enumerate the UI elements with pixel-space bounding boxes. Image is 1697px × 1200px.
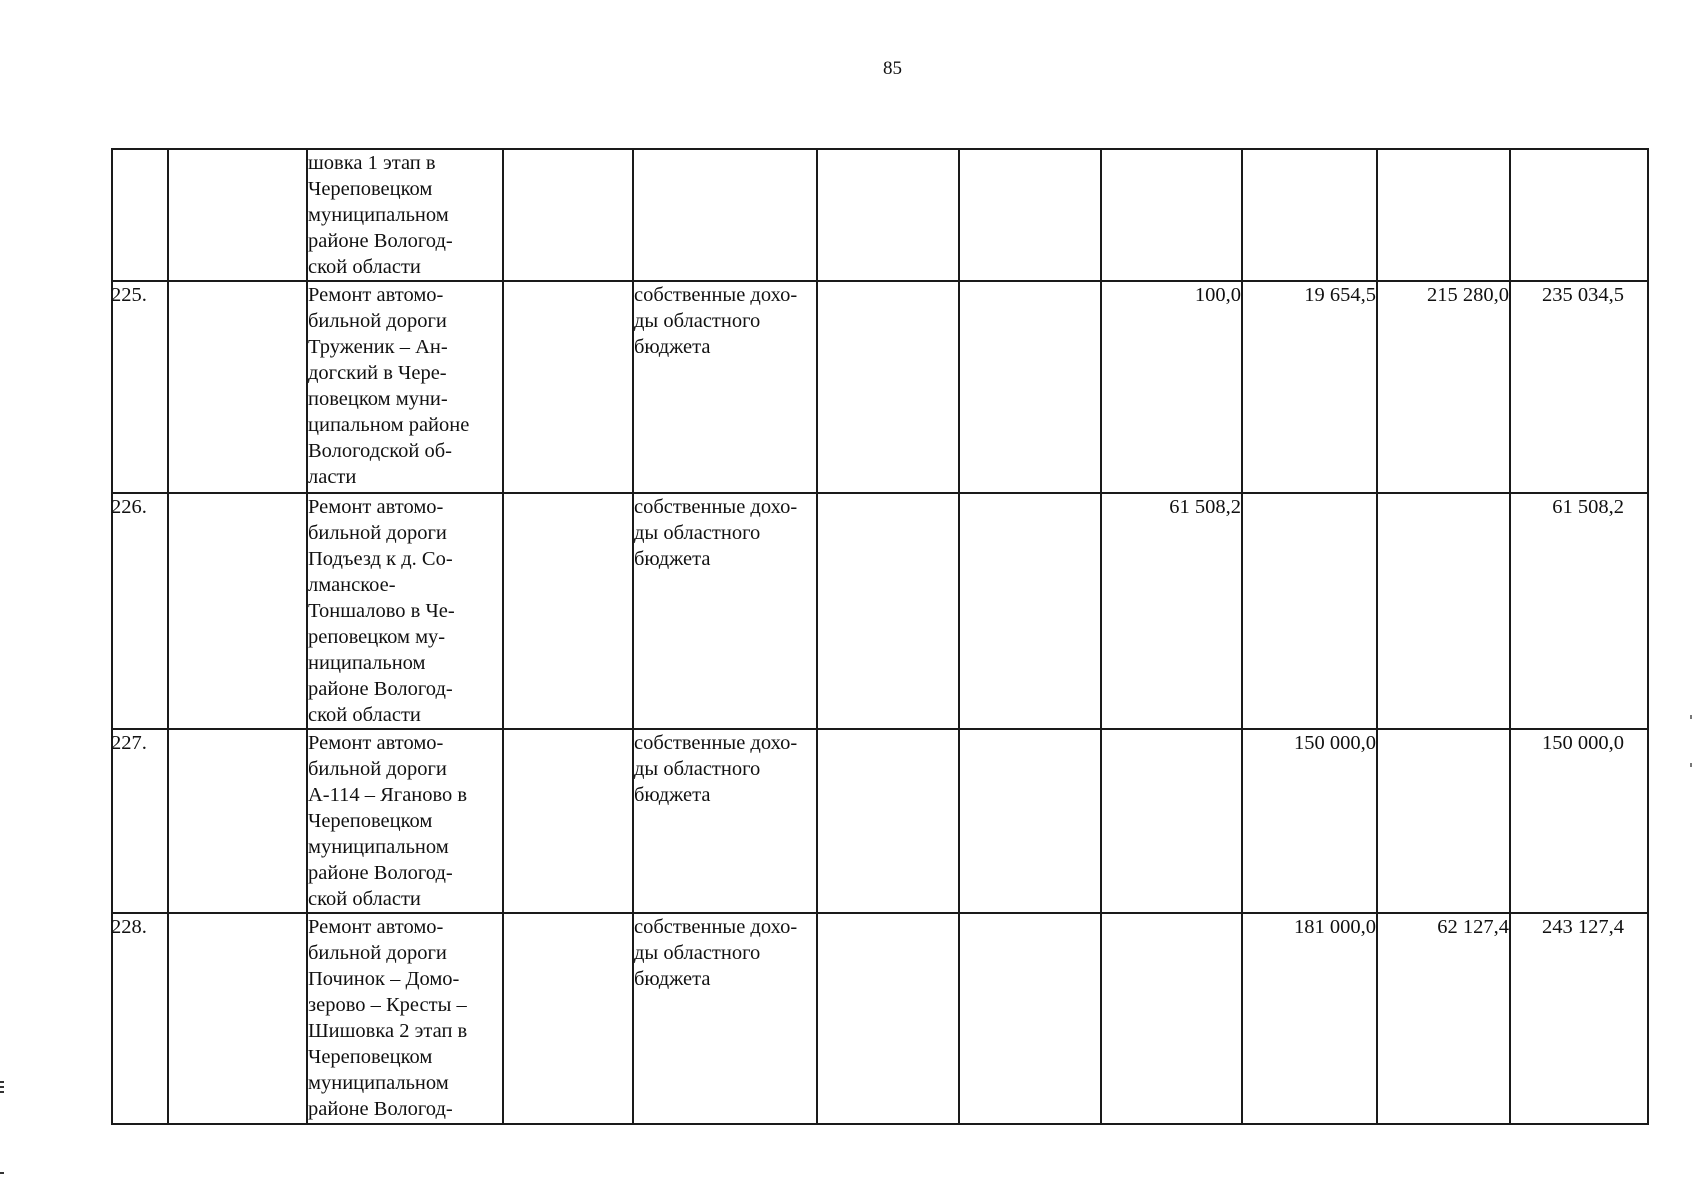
table-row [112,729,1648,913]
total-cell: 150 000,0 [1510,729,1648,913]
funding-source-cell [633,149,817,281]
table-row [112,281,1648,493]
amount-cell [1242,149,1377,281]
extra-cell [503,913,633,1124]
amount-cell [959,729,1101,913]
amount-cell [817,149,959,281]
amount-cell: 181 000,0 [1242,913,1377,1124]
scan-mark [0,1086,4,1088]
total-cell: 243 127,4 [1510,913,1648,1124]
funding-source-cell: собственные дохо- ды областного бюджета [633,913,817,1124]
object-name-cell: Ремонт автомо- бильной дороги Подъезд к д. Со- лманское- Тоншалово в Че- реповецком му- ниципальном районе Вологод- ской области [307,493,503,729]
amount-cell [817,913,959,1124]
funding-source-cell: собственные дохо- ды областного бюджета [633,729,817,913]
scan-mark [0,1172,4,1174]
amount-cell: 62 127,4 [1377,913,1510,1124]
amount-cell [959,913,1101,1124]
amount-cell: 150 000,0 [1242,729,1377,913]
code-cell [168,729,307,913]
amount-cell [817,493,959,729]
row-number-cell: 228. [112,913,168,1124]
amount-cell: 100,0 [1101,281,1242,493]
extra-cell [503,729,633,913]
code-cell [168,913,307,1124]
amount-cell [1101,149,1242,281]
amount-cell [1377,493,1510,729]
amount-cell [959,149,1101,281]
object-name-cell: Ремонт автомо- бильной дороги Труженик – Ан- догский в Чере- повецком муни- ципальном районе Вологодской об- ласти [307,281,503,493]
scan-mark [1690,763,1692,767]
budget-table [111,148,1649,1125]
table-row [112,913,1648,1124]
row-number-cell: 227. [112,729,168,913]
funding-source-cell: собственные дохо- ды областного бюджета [633,493,817,729]
scan-mark [0,1091,4,1093]
amount-cell [817,281,959,493]
scan-mark [1690,715,1692,719]
table-row [112,149,1648,281]
object-name-cell: Ремонт автомо- бильной дороги Починок – Домо- зерово – Кресты – Шишовка 2 этап в Череповецком муниципальном районе Вологод- [307,913,503,1124]
extra-cell [503,281,633,493]
amount-cell: 215 280,0 [1377,281,1510,493]
total-cell: 235 034,5 [1510,281,1648,493]
row-number-cell: 226. [112,493,168,729]
amount-cell [1377,149,1510,281]
total-cell: 61 508,2 [1510,493,1648,729]
extra-cell [503,149,633,281]
amount-cell [1101,913,1242,1124]
table-row [112,493,1648,729]
object-name-cell: Ремонт автомо- бильной дороги А-114 – Яганово в Череповецком муниципальном районе Вологод- ской области [307,729,503,913]
page-number: 85 [883,58,902,79]
amount-cell [1242,493,1377,729]
funding-source-cell: собственные дохо- ды областного бюджета [633,281,817,493]
amount-cell [959,493,1101,729]
code-cell [168,493,307,729]
scan-mark [0,1081,4,1083]
row-number-cell: 225. [112,281,168,493]
amount-cell [1101,729,1242,913]
amount-cell: 61 508,2 [1101,493,1242,729]
amount-cell: 19 654,5 [1242,281,1377,493]
object-name-cell: шовка 1 этап в Череповецком муниципальном районе Вологод- ской области [307,149,503,281]
amount-cell [817,729,959,913]
row-number-cell [112,149,168,281]
extra-cell [503,493,633,729]
total-cell [1510,149,1648,281]
code-cell [168,149,307,281]
code-cell [168,281,307,493]
amount-cell [959,281,1101,493]
amount-cell [1377,729,1510,913]
